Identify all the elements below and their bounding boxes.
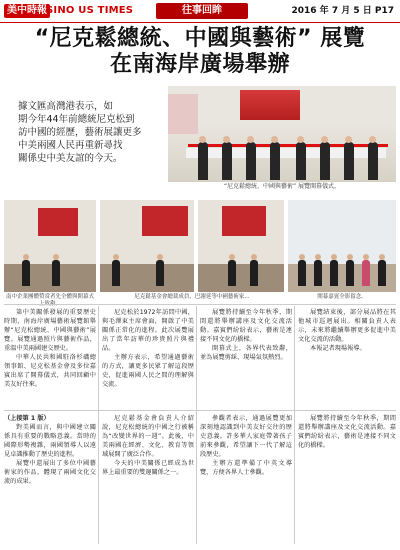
column-rule [98, 306, 99, 544]
issue-date: 2016 年 7 月 5 日 P17 [291, 6, 394, 16]
ribbon-cutting-photo [168, 86, 396, 182]
column-rule [196, 306, 197, 544]
article-column [200, 308, 292, 406]
red-ribbon [188, 144, 388, 147]
article-paragraph: 主辦方還準備了中英文導覽，方便各界人士參觀。 [200, 460, 292, 476]
person [368, 142, 378, 180]
article-paragraph: 參觀者表示，通過展覽更加深刻地認識到中美友好交往的歷史意義。許多華人家庭帶著孩子前來參觀，希望讓下一代了解這段歷史。 [200, 415, 292, 458]
photo-floor [4, 264, 96, 292]
person [346, 260, 354, 286]
deck-line: 中美兩國人民再重新尋找 [18, 140, 123, 151]
person [298, 260, 306, 286]
section-divider [4, 410, 396, 411]
person [222, 142, 232, 180]
person [330, 260, 338, 286]
deck-line: 期今年44年前總統尼克松到 [18, 114, 135, 125]
top-photo-caption: “尼克鬆總統、中國與藝術” 展覽開幕儀式。 [223, 183, 341, 190]
event-photo-1 [4, 200, 96, 292]
person-head [247, 136, 254, 143]
article-paragraph: 本報記者現場報導。 [310, 345, 366, 352]
event-photo-4 [288, 200, 396, 292]
article-column [4, 308, 96, 406]
person [112, 260, 120, 286]
person [362, 260, 370, 286]
person-head [347, 254, 353, 260]
person [52, 260, 60, 286]
person [246, 142, 256, 180]
person-head [251, 254, 257, 260]
person [250, 260, 258, 286]
person-head [229, 254, 235, 260]
backdrop-panel [168, 94, 198, 134]
person-head [369, 136, 376, 143]
article-column [298, 308, 396, 406]
article-paragraph: 展覽將持續至今年秋季，期間還將舉辦講座及文化交流活動。嘉賓們紛紛表示，藝術是連接不同文化的橋樑。 [298, 415, 396, 449]
article-paragraph: 第中美關係發展的重要歷史時期，南海岸廣場藝術展覽館舉辦“尼克松總統、中國與藝術”展覽。展覽通過照片與藝術作品，重溫中美兩國建交歷史。 [4, 309, 96, 352]
person-head [271, 136, 278, 143]
person [22, 260, 30, 286]
person [270, 142, 280, 180]
photo-caption-1: 南中企業團體赞赏者先全體與開幕式 [5, 294, 94, 300]
article-paragraph: 今天的中美關係已經成為世界上最重要的雙邊關係之一。 [102, 460, 194, 476]
person-head [53, 254, 59, 260]
person-head [297, 136, 304, 143]
article-paragraph: 中華人民共和國駐洛杉磯總領事館、尼克松基金會及多位嘉賓出席了開幕儀式，共同回顧中美友好往來。 [4, 354, 96, 388]
article-paragraph: 對美國而言，與中國建立關係具有重要的戰略意義。當時的國際形勢複雜，兩國領導人以遠見卓識推動了歷史的進程。 [4, 424, 96, 458]
brand-name: SINO US TIMES [46, 5, 134, 16]
article-paragraph: 開幕式上，各界代表致辭，並為展覽剪綵，現場氣氛熱烈。 [200, 345, 292, 361]
article-column [298, 414, 396, 544]
deck-text [18, 100, 168, 165]
article-paragraph: 主辦方表示，希望通過藝術的方式，讓更多民眾了解這段歷史，促進兩國人民之間的理解與交流。 [102, 354, 194, 388]
person [296, 142, 306, 180]
article-column [4, 414, 96, 544]
deck-line: 據文匯高灣港表示，如 [18, 101, 114, 112]
newspaper-logo: 美中時報 [4, 4, 50, 18]
person-head [299, 254, 305, 260]
person [320, 142, 330, 180]
article-column [200, 414, 292, 544]
article-column [102, 414, 194, 544]
continued-note: （上接第 1 版） [4, 415, 50, 422]
headline-line-1: “尼克鬆總統、中國與藝術” 展覽 [34, 26, 366, 51]
article-paragraph: 展覽將持續至今年秋季，期間還將舉辦講座及文化交流活動。嘉賓們紛紛表示，藝術是連接不同文化的橋樑。 [200, 309, 292, 343]
person [314, 260, 322, 286]
photo-caption-2: 尼克鬆基金會總裁成員，巴謝延等中國藝術家... [134, 294, 250, 300]
person-head [345, 136, 352, 143]
article-paragraph: 尼克松於1972年訪問中國，與毛澤東主席會面，開啟了中美關係正常化的進程。此次展覽展出了當年訪華的珍貴照片與禮品。 [102, 309, 194, 352]
red-backdrop [240, 90, 300, 120]
section-label: 往事回眸 [156, 3, 248, 19]
photo-floor [198, 264, 284, 292]
person [228, 260, 236, 286]
person-head [315, 254, 321, 260]
person [198, 142, 208, 180]
article-paragraph: 展覽中還展出了多位中國藝術家的作品，體現了兩國文化交流的成果。 [4, 460, 96, 485]
person-head [321, 136, 328, 143]
deck-line: 關係史中美友誼的今天。 [18, 153, 123, 164]
event-photo-3 [198, 200, 284, 292]
person-head [331, 254, 337, 260]
person [344, 142, 354, 180]
ceremony-table [186, 148, 386, 158]
column-rule [294, 306, 295, 544]
red-backdrop [38, 208, 78, 236]
article-paragraph: 尼克鬆基金會負責人介紹說，尼克松總統的中國之行被稱為“改變世界的一週”。此後，中美兩國在經濟、文化、教育等領域展開了廣泛合作。 [102, 415, 194, 458]
event-photo-2 [100, 200, 194, 292]
person-head [113, 254, 119, 260]
article-paragraph: 展覽結束後，部分展品將在其他城市巡迴展出。相關負責人表示，未來將繼續舉辦更多促進中美文化交流的活動。 [298, 309, 396, 343]
person-head [223, 136, 230, 143]
person-head [363, 254, 369, 260]
person-head [23, 254, 29, 260]
red-backdrop [142, 206, 188, 236]
photo-caption-3: 開幕嘉賓全影留念。 [317, 294, 367, 300]
person-head [157, 254, 163, 260]
person-head [379, 254, 385, 260]
article-column [102, 308, 194, 406]
headline-line-2: 在南海岸廣場舉辦 [109, 52, 290, 77]
person-head [199, 136, 206, 143]
person [378, 260, 386, 286]
deck-line: 訪中國的經歷，藝術展讓更多 [18, 127, 142, 138]
person [156, 260, 164, 286]
section-divider [4, 304, 396, 305]
red-backdrop [222, 206, 266, 236]
